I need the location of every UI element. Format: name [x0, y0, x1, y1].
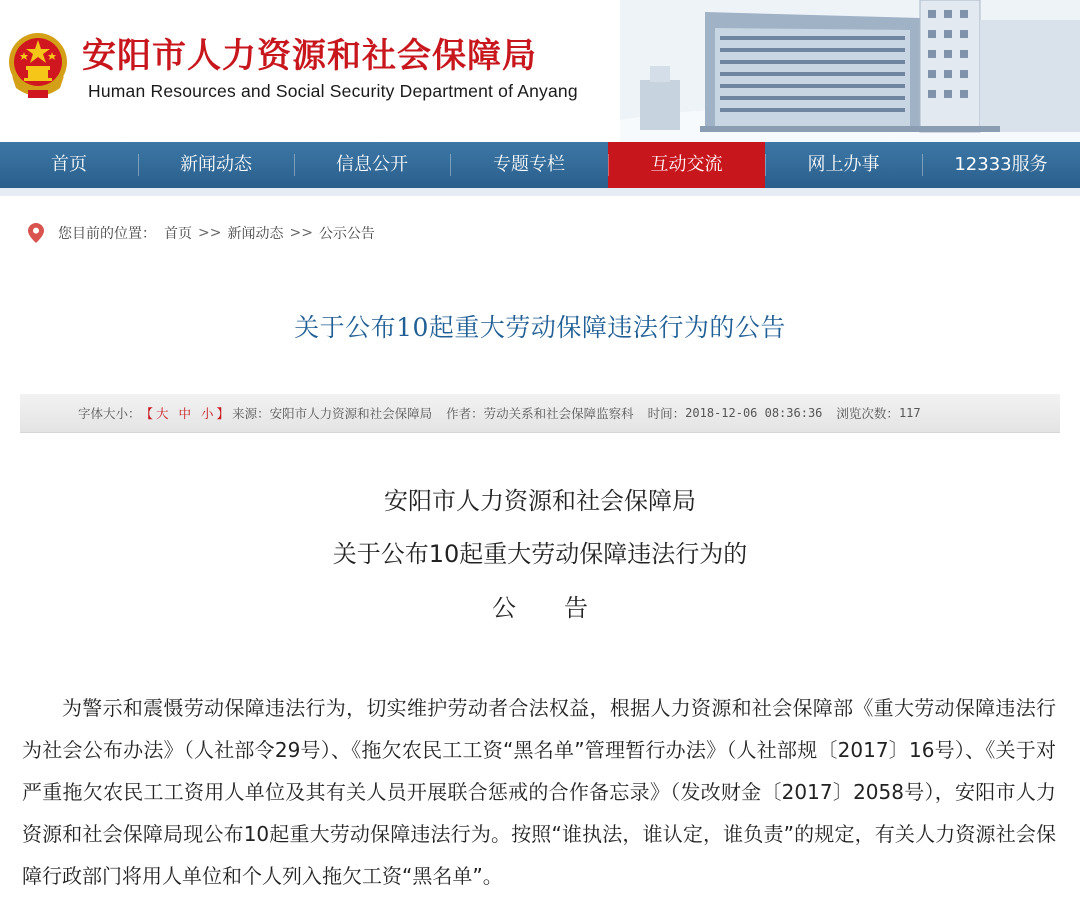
- building-illustration: [620, 0, 1080, 142]
- views-value: 117: [898, 406, 921, 420]
- breadcrumb-item-news[interactable]: 新闻动态: [227, 226, 284, 242]
- font-size-label: 字体大小：: [78, 406, 141, 421]
- font-size-small-button[interactable]: 小: [201, 406, 217, 421]
- font-size-large-button[interactable]: 大: [156, 406, 172, 421]
- nav-item-12333-service[interactable]: 12333服务: [922, 142, 1080, 188]
- font-size-medium-button[interactable]: 中: [178, 406, 195, 421]
- nav-item-interaction[interactable]: 互动交流: [608, 142, 765, 188]
- article-body-paragraph: 为警示和震慑劳动保障违法行为，切实维护劳动者合法权益，根据人力资源和社会保障部《重大劳动保障违法行为社会公布办法》（人社部令29号）、《拖欠农民工工资“黑名单”管理暂行办法》（人社部规〔2017〕16号）、《关于对严重拖欠农民工工资用人单位及其有关人员开展联合惩戒的合作备忘录》（发改财金〔2017〕2058号），安阳市人力资源和社会保障局现公布10起重大劳动保障违法行为。按照“谁执法，谁认定，谁负责”的规定，有关人力资源社会保障行政部门将用人单位和个人列入拖欠工资“黑名单”。: [22, 696, 1056, 888]
- main-nav: [0, 142, 1080, 188]
- location-pin-icon: [28, 223, 44, 243]
- breadcrumb-item-home[interactable]: 首页: [164, 226, 192, 242]
- source-value: 安阳市人力资源和社会保障局: [269, 406, 433, 421]
- site-subtitle: Human Resources and Social Security Department of Anyang: [88, 81, 578, 101]
- font-size-controls: [141, 404, 233, 422]
- source-label: 来源：: [232, 406, 270, 421]
- time-label: 时间：: [647, 406, 686, 421]
- time-value: 2018-12-06 08:36:36: [685, 406, 823, 420]
- site-header: [0, 0, 1080, 142]
- breadcrumb-prefix: 您目前的位置：: [58, 226, 156, 242]
- national-emblem-icon: [6, 30, 70, 102]
- breadcrumb-item-announcements[interactable]: 公示公告: [318, 226, 375, 242]
- author-label: 作者：: [446, 406, 484, 421]
- nav-item-info-disclosure[interactable]: 信息公开: [294, 142, 450, 188]
- site-title: 安阳市人力资源和社会保障局: [82, 36, 537, 76]
- document-heading-line3: 公 告: [492, 594, 588, 622]
- nav-item-news[interactable]: 新闻动态: [138, 142, 294, 188]
- breadcrumb: [28, 223, 375, 243]
- article-title: 关于公布10起重大劳动保障违法行为的公告: [294, 313, 786, 342]
- size-bracket-open: 【: [140, 406, 157, 421]
- author-value: 劳动关系和社会保障监察科: [483, 406, 634, 421]
- nav-divider: [0, 188, 1080, 196]
- document-heading-line2: 关于公布10起重大劳动保障违法行为的: [332, 540, 748, 568]
- breadcrumb-separator: >>: [198, 225, 222, 241]
- size-bracket-close: 】: [216, 406, 233, 421]
- views-label: 浏览次数：: [836, 406, 899, 421]
- article-container: [0, 196, 1080, 890]
- document-heading-line1: 安阳市人力资源和社会保障局: [384, 487, 696, 515]
- nav-item-online-services[interactable]: 网上办事: [765, 142, 922, 188]
- breadcrumb-separator: >>: [289, 225, 313, 241]
- nav-item-special-topics[interactable]: 专题专栏: [450, 142, 608, 188]
- article-meta-bar: [20, 394, 1060, 433]
- nav-item-home[interactable]: 首页: [51, 154, 87, 175]
